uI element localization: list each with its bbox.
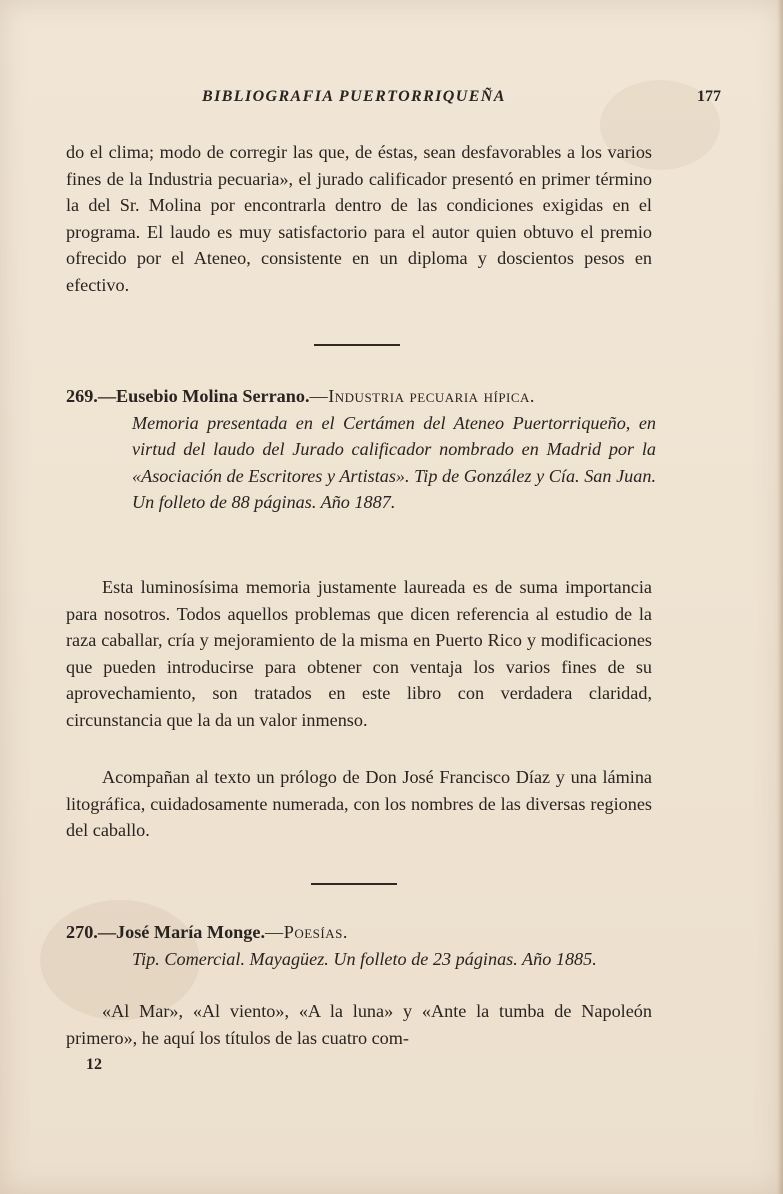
page-edge-shadow — [777, 0, 783, 1194]
paragraph-review: Esta luminosísima memoria justamente laureada es de suma importancia para nosotros. Todos aquellos problemas que dicen referencia al estudio de la raza caballar, cría y mejoramiento de la misma en Puerto Rico y modificaciones que pueden introducirse para obtener con ventaja los varios fines de su aprovechamiento, son tratados en este libro con verdadera claridad, circunstancia que la da un valor inmenso. — [66, 577, 652, 730]
entry-title: —Poesías. — [265, 922, 348, 942]
entry-description: Memoria presentada en el Certámen del Ateneo Puertorriqueño, en virtud del laudo del Jurado calificador nombrado en Madrid por la «Asociación de Escritores y Artistas». Tip de González y Cía. San Juan. Un folleto de 88 páginas. Año 1887. — [132, 412, 656, 513]
page-number: 177 — [697, 88, 721, 105]
entry-title: —Industria pecuaria hípica. — [309, 386, 535, 406]
entry-heading — [66, 919, 656, 946]
running-title: BIBLIOGRAFIA PUERTORRIQUEÑA — [202, 88, 506, 105]
entry-description: Tip. Comercial. Mayagüez. Un folleto de 23 páginas. Año 1885. — [132, 948, 597, 969]
paragraph-review: Acompañan al texto un prólogo de Don José Francisco Díaz y una lámina litográfica, cuidadosamente numerada, con los nombres de las diversas regiones del caballo. — [66, 767, 652, 841]
bibliography-entry-269 — [66, 383, 656, 516]
entry-heading — [66, 383, 656, 410]
entry-number: 269.— — [66, 386, 117, 406]
paragraph-review: «Al Mar», «Al viento», «A la luna» y «Ante la tumba de Napoleón primero», he aquí los títulos de las cuatro com- — [66, 1001, 652, 1048]
bibliography-entry-270 — [66, 919, 656, 972]
entry-author: José María Monge. — [116, 922, 266, 942]
page-header — [64, 88, 721, 112]
section-divider — [314, 344, 400, 346]
entry-number: 270.— — [66, 922, 117, 942]
section-divider — [311, 883, 397, 885]
paragraph-continuation: do el clima; modo de corregir las que, de éstas, sean desfavorables a los varios fines de la Industria pecuaria», el jurado calificador presentó en primer término la del Sr. Molina por encontrarla dentro de las condiciones exigidas en el programa. El laudo es muy satisfactorio para el autor quien obtuvo el premio ofrecido por el Ateneo, consistente en un diploma y doscientos pesos en efectivo. — [66, 142, 652, 295]
entry-author: Eusebio Molina Serrano. — [116, 386, 310, 406]
signature-mark: 12 — [86, 1056, 102, 1073]
